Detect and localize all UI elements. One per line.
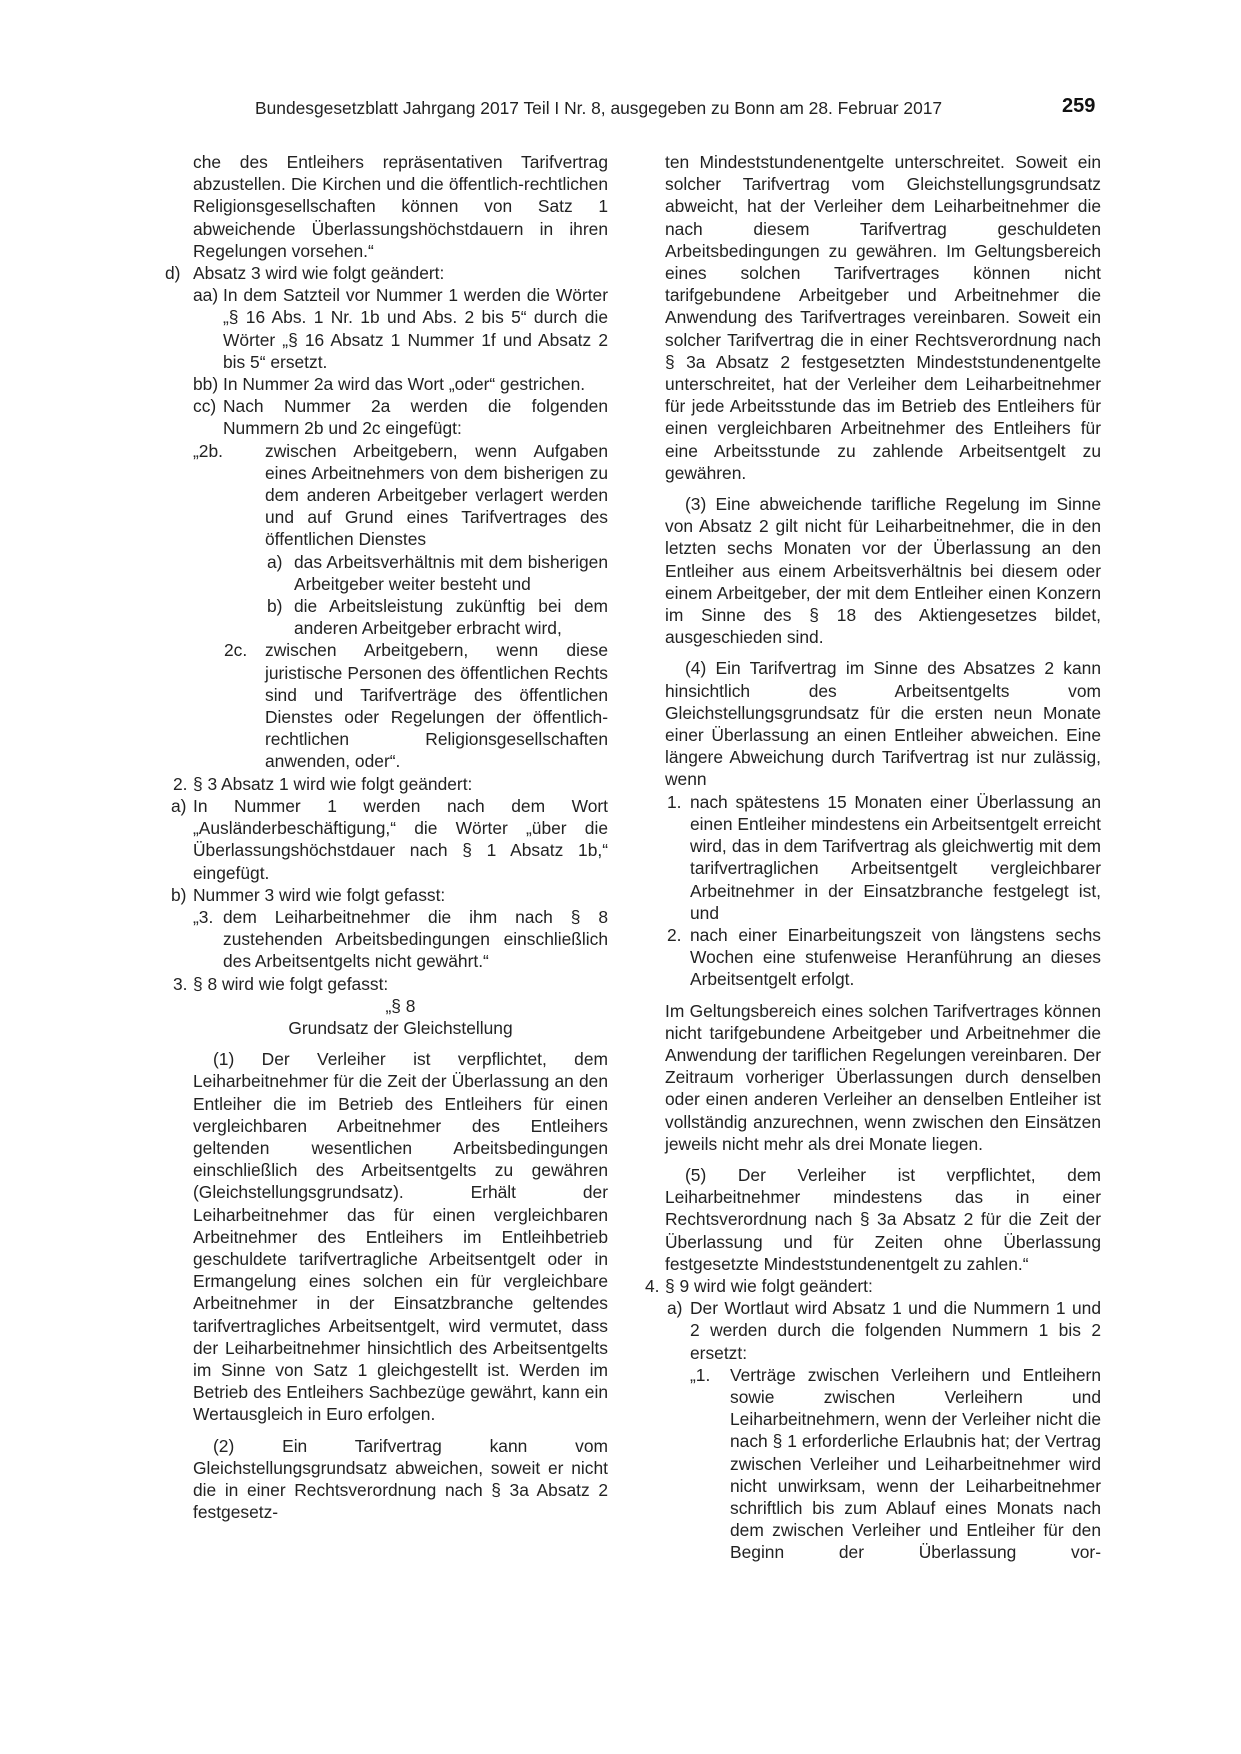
list-text: In Nummer 2a wird das Wort „oder“ gestrichen. — [223, 374, 586, 395]
list-marker: a) — [267, 551, 283, 572]
list-text: § 3 Absatz 1 wird wie folgt geändert: — [193, 773, 473, 794]
list-item-2b-a — [193, 551, 608, 595]
left-column — [165, 151, 608, 1523]
list-marker: 2. — [173, 773, 188, 794]
list-marker: cc) — [193, 396, 217, 417]
paragraph-abs2-continuation: ten Mindeststundenentgelte unterschreitet. Soweit ein solcher Tarifvertrag vom Gleichstellungsgrundsatz abweicht, hat der Verleiher dem Leiharbeitnehmer die nach diesem Tarifvertrag geschuldeten Arbeitsbedingungen zu gewähren. Im Geltungsbereich eines solchen Tarifvertrages können nicht tarifgebundene Arbeitgeber und Arbeitnehmer die Anwendung des Tarifvertrages vereinbaren. Soweit ein solcher Tarifvertrag die in einer Rechtsverordnung nach § 3a Absatz 2 festgesetzten Mindeststundenentgelte unterschreitet, hat der Verleiher dem Leiharbeitnehmer für jede Arbeitsstunde das im Betrieb des Entleihers für einen vergleichbaren Arbeitnehmer des Entleihers für eine Arbeitsstunde zu zahlende Arbeitsentgelt zu gewähren. — [665, 152, 1101, 483]
list-item-2b-b — [193, 595, 608, 639]
list-marker: 4. — [645, 1275, 660, 1296]
list-marker: b) — [171, 884, 187, 905]
list-text: In dem Satzteil vor Nummer 1 werden die Wörter „§ 16 Abs. 1 Nr. 1b und Abs. 2 bis 5“ durch die Wörter „§ 16 Absatz 1 Nummer 1f und Absatz 2 bis 5“ ersetzt. — [223, 285, 608, 372]
list-marker: „2b. — [193, 440, 223, 461]
list-marker: a) — [667, 1298, 683, 1319]
list-marker: 2. — [667, 924, 682, 945]
list-text: § 8 wird wie folgt gefasst: — [193, 973, 389, 994]
header-title: Bundesgesetzblatt Jahrgang 2017 Teil I Nr. 8, ausgegeben zu Bonn am 28. Februar 2017 — [255, 98, 943, 118]
list-item-aa — [193, 284, 608, 373]
list-marker: a) — [171, 795, 187, 816]
list-item-r1 — [665, 791, 1101, 924]
paragraph-abs5: (5) Der Verleiher ist verpflichtet, dem Leiharbeitnehmer mindestens das in einer Rechtsverordnung nach § 3a Absatz 2 für die Zeit der Überlassung und für Zeiten ohne Überlassung festgesetzte Mindeststundenentgelt zu zahlen.“ — [665, 1164, 1101, 1274]
list-item-2 — [161, 773, 608, 795]
list-text: In Nummer 1 werden nach dem Wort „Ausländerbeschäftigung,“ die Wörter „über die Überlassungshöchstdauer nach § 1 Absatz 1b,“ eingefügt. — [193, 795, 608, 883]
list-text: dem Leiharbeitnehmer die ihm nach § 8 zustehenden Arbeitsbedingungen einschließlich des Arbeitsentgelts nicht gewährt.“ — [223, 906, 608, 972]
page-header — [0, 97, 1241, 123]
list-text: nach spätestens 15 Monaten einer Überlassung an einen Entleiher mindestens ein Arbeitsentgelt erreicht wird, das in dem Tarifvertrag als gleichwertig mit dem tarifvertraglichen Arbeitsentgelt vergleichbarer Arbeitnehmer in der Einsatzbranche festgelegt ist, und — [690, 791, 1101, 923]
list-text: Der Wortlaut wird Absatz 1 und die Nummern 1 und 2 werden durch die folgenden Nummern 1 bis 2 ersetzt: — [690, 1298, 1101, 1363]
right-column — [645, 151, 1101, 1564]
list-marker: b) — [267, 596, 283, 617]
list-item-2a — [165, 795, 608, 884]
list-item-2c — [193, 639, 608, 772]
list-item-cc — [193, 395, 608, 439]
list-text: zwischen Arbeitgebern, wenn Aufgaben eines Arbeitnehmers von dem bisherigen zu dem anderen Arbeitgeber verlagert werden und auf Grund eines Tarifvertrages des öffentlichen Dienstes — [265, 440, 608, 550]
list-item-2b-top — [165, 884, 608, 906]
list-text: Nummer 3 wird wie folgt gefasst: — [193, 884, 446, 905]
list-marker: bb) — [193, 374, 219, 395]
list-marker: „3. — [193, 906, 214, 927]
list-marker: 3. — [173, 973, 188, 994]
paragraph-abs4-continuation: Im Geltungsbereich eines solchen Tarifvertrages können nicht tarifgebundene Arbeitgeber und Arbeitnehmer die Anwendung der tariflichen Regelungen vereinbaren. Der Zeitraum vorheriger Überlassungen durch denselben oder einen anderen Verleiher an denselben Entleiher ist vollständig anzurechnen, wenn zwischen den Einsätzen jeweils nicht mehr als drei Monate liegen. — [665, 1000, 1101, 1154]
list-item-4a — [665, 1297, 1101, 1364]
paragraph-abs4: (4) Ein Tarifvertrag im Sinne des Absatzes 2 kann hinsichtlich des Arbeitsentgelts vom Gleichstellungsgrundsatz für die ersten neun Monate einer Überlassung an einen Entleiher abweichen. Eine längere Abweichung durch Tarifvertrag ist nur zulässig, wenn — [665, 658, 1101, 790]
paragraph-abs1: (1) Der Verleiher ist verpflichtet, dem Leiharbeitnehmer für die Zeit der Überlassung an den Entleiher die im Betrieb des Entleihers für einen vergleichbaren Arbeitnehmer des Entleihers geltenden wesentlichen Arbeitsbedingungen einschließlich des Arbeitsentgelts zu gewähren (Gleichstellungsgrundsatz). Erhält der Leiharbeitnehmer das für einen vergleichbaren Arbeitnehmer des Entleihers im Entleihbetrieb geschuldete tarifvertragliche Arbeitsentgelt oder in Ermangelung eines solchen ein für vergleichbare Arbeitnehmer in der Einsatzbranche geltendes tarifvertragliches Arbeitsentgelt, wird vermutet, dass der Leiharbeitnehmer hinsichtlich des Arbeitsentgelts im Sinne von Satz 1 gleichgestellt ist. Werden im Betrieb des Entleihers Sachbezüge gewährt, kann ein Wertausgleich in Euro erfolgen. — [193, 1049, 608, 1425]
list-text: die Arbeitsleistung zukünftig bei dem anderen Arbeitgeber erbracht wird, — [294, 596, 608, 639]
list-marker: „1. — [690, 1364, 711, 1385]
paragraph-abs3: (3) Eine abweichende tarifliche Regelung im Sinne von Absatz 2 gilt nicht für Leiharbeitnehmer, die in den letzten sechs Monaten vor der Überlassung an den Entleiher aus einem Arbeitsverhältnis bei diesem oder einem Arbeitgeber, der mit dem Entleiher einen Konzern im Sinne des § 18 des Aktiengesetzes bildet, ausgeschieden sind. — [665, 494, 1101, 648]
list-item-d — [165, 262, 608, 284]
section-number: „§ 8 — [385, 995, 416, 1016]
list-item-4 — [633, 1275, 1101, 1297]
list-text: das Arbeitsverhältnis mit dem bisherigen Arbeitgeber weiter besteht und — [294, 551, 608, 594]
list-text: Absatz 3 wird wie folgt geändert: — [193, 263, 445, 284]
list-text: zwischen Arbeitgebern, wenn diese juristische Personen des öffentlichen Rechts sind und Tarifverträge des öffentlichen Dienstes oder Regelungen der öffentlich-rechtlichen Religionsgesellschaften anwenden, oder“. — [265, 640, 608, 772]
page-number: 259 — [1062, 95, 1096, 117]
paragraph-abs2-start: (2) Ein Tarifvertrag kann vom Gleichstellungsgrundsatz abweichen, soweit er nicht die in einer Rechtsverordnung nach § 3a Absatz 2 festgesetz- — [193, 1435, 608, 1523]
paragraph-continuation: che des Entleihers repräsentativen Tarifvertrag abzustellen. Die Kirchen und die öffentlich-rechtlichen Religionsgesellschaften können von Satz 1 abweichende Überlassungshöchstdauern in ihren Regelungen vorsehen.“ — [193, 152, 608, 261]
list-marker: aa) — [193, 285, 219, 306]
list-marker: 2c. — [224, 640, 248, 661]
section-title: Grundsatz der Gleichstellung — [288, 1017, 513, 1038]
list-text: Nach Nummer 2a werden die folgenden Nummern 2b und 2c eingefügt: — [223, 396, 608, 439]
list-marker: d) — [165, 263, 181, 284]
list-item-r2 — [665, 924, 1101, 991]
list-marker: 1. — [667, 791, 682, 812]
list-item-2b-3 — [193, 906, 608, 973]
list-item-4a-1 — [665, 1364, 1101, 1564]
list-text: Verträge zwischen Verleihern und Entleihern sowie zwischen Verleihern und Leiharbeitnehmern, wenn der Verleiher nicht die nach § 1 erforderliche Erlaubnis hat; der Vertrag zwischen Verleiher und Leiharbeitnehmer wird nicht unwirksam, wenn der Leiharbeitnehmer schriftlich bis zum Ablauf eines Monats nach dem zwischen Verleiher und Entleiher für den Beginn der Überlassung vor- — [730, 1364, 1101, 1563]
list-item-3 — [161, 973, 608, 995]
list-text: nach einer Einarbeitungszeit von längstens sechs Wochen eine stufenweise Heranführung an dieses Arbeitsentgelt erfolgt. — [690, 924, 1101, 990]
list-text: § 9 wird wie folgt geändert: — [665, 1275, 873, 1296]
list-item-bb — [193, 373, 608, 395]
list-item-2b — [193, 440, 608, 551]
